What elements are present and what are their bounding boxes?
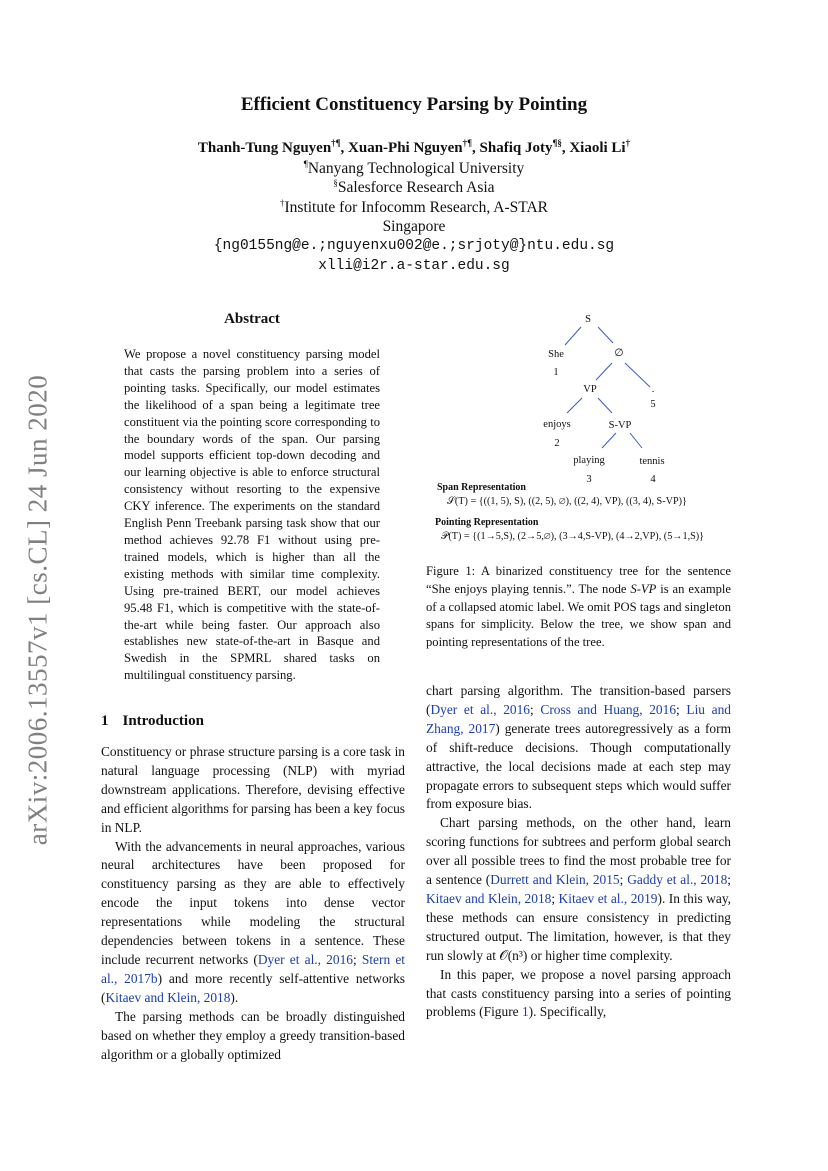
leaf-period: .: [651, 384, 655, 395]
tree-edge: [567, 398, 582, 413]
paragraph-text: ;: [530, 701, 541, 717]
node-S: S: [585, 314, 591, 325]
node-S-VP: S-VP: [608, 420, 632, 431]
paragraph-text: ) generate trees autoregressively as a form of shift-reduce decisions. Though computationally attractive, the local decisions made at each step may propagate errors to subsequent steps which would suffer from exposure bias.: [426, 720, 731, 812]
author-mark: †¶: [462, 138, 473, 148]
leaf-index: 4: [650, 474, 656, 485]
paragraph-text: ;: [727, 872, 731, 888]
constituency-tree-figure: [430, 305, 740, 490]
repr-value: 𝒮(T) = {((1, 5), S), ((2, 5), ∅), ((2, 4), VP), ((3, 4), S-VP)}: [447, 496, 687, 507]
affiliation-text: Institute for Infocomm Research, A-STAR: [284, 199, 548, 217]
repr-label: Span Representation: [437, 482, 526, 493]
node-empty: ∅: [614, 348, 624, 359]
paragraph-text: ). In this way, these methods can ensure consistency in predicting structured output. The limitation, however, is that they run slowly at: [426, 890, 732, 963]
right-column: [426, 682, 731, 1022]
paragraph-text: or higher time complexity.: [527, 947, 673, 963]
citation-link[interactable]: Stern et al., 2017b: [101, 951, 405, 986]
citation-link[interactable]: Dyer et al., 2016: [257, 951, 353, 967]
tree-edge: [625, 363, 650, 387]
citation-link[interactable]: Kitaev et al., 2019: [558, 890, 658, 906]
citation-link[interactable]: Kitaev and Klein, 2018: [105, 989, 231, 1005]
caption-text: is an example of a collapsed atomic label. We omit POS tags and singleton spans for simplicity. Below the tree, we show span and pointing representations of the tree.: [426, 581, 731, 650]
author-name: Shafiq Joty: [479, 140, 553, 156]
paragraph-text: ;: [551, 890, 559, 906]
leaf-tennis: tennis: [639, 456, 665, 467]
section-number: 1: [101, 713, 109, 729]
span-representation-label: [437, 482, 526, 493]
repr-label: Pointing Representation: [435, 517, 539, 528]
repr-value: 𝒫(T) = {(1→5,S), (2→5,∅), (3→4,S-VP), (4→2,VP), (5→1,S)}: [441, 531, 705, 542]
pointing-representation-label: [435, 517, 538, 528]
caption-emphasis: S-VP: [630, 581, 657, 596]
figure-caption: [426, 563, 731, 652]
affiliation-text: Salesforce Research Asia: [337, 179, 495, 197]
paper-title: Efficient Constituency Parsing by Pointing: [240, 94, 588, 115]
paragraph: The parsing methods can be broadly distinguished based on whether they employ a greedy transition-based algorithm or a globally optimized: [101, 1008, 405, 1062]
leaf-playing: playing: [573, 455, 605, 466]
pointing-representation: [437, 531, 704, 543]
author-mark: ¶§: [552, 138, 562, 148]
caption-text: Figure 1: A binarized constituency tree for the sentence “She enjoys playing tennis.”. The node: [426, 564, 731, 596]
abstract-heading: Abstract: [224, 311, 280, 327]
arxiv-stamp: [20, 370, 56, 850]
author-name: Xuan-Phi Nguyen: [348, 140, 463, 156]
left-column: [101, 743, 405, 1064]
affiliation-mark: †: [280, 198, 285, 208]
paragraph: [426, 814, 731, 965]
leaf-index: 5: [650, 399, 656, 410]
paragraph: [426, 682, 731, 814]
author-list: Thanh-Tung Nguyen†¶, Xuan-Phi Nguyen†¶, Shafiq Joty¶§, Xiaoli Li†: [197, 138, 631, 156]
span-representation: [443, 496, 687, 508]
tree-edge: [565, 327, 581, 345]
affiliation: [0, 218, 828, 236]
citation-link[interactable]: Durrett and Klein, 2015: [490, 872, 620, 888]
leaf-enjoys: enjoys: [543, 419, 571, 430]
section-title: Introduction: [122, 713, 204, 729]
citation-link[interactable]: Liu and Zhang, 2017: [426, 701, 731, 736]
affiliation-text: Singapore: [382, 218, 446, 235]
arxiv-stamp-text: arXiv:2006.13557v1 [cs.CL] 24 Jun 2020: [22, 374, 53, 846]
paragraph-text: ).: [230, 989, 239, 1005]
leaf-index: 1: [553, 367, 559, 378]
citation-link[interactable]: Dyer et al., 2016: [430, 701, 531, 717]
paragraph-text: chart parsing algorithm. The transition-based parsers (: [426, 683, 731, 717]
figure-ref-link[interactable]: 1: [521, 1004, 529, 1020]
author-mark: †: [625, 138, 631, 148]
node-VP: VP: [583, 384, 597, 395]
citation-link[interactable]: Gaddy et al., 2018: [627, 872, 728, 888]
email-line: {ng0155ng@e.;nguyenxu002@e.;srjoty@}ntu.edu.sg: [213, 238, 615, 254]
paragraph-text: In this paper, we propose a novel parsing approach that casts constituency parsing into a series of pointing problems (Figure: [426, 966, 731, 1020]
author-name: Thanh-Tung Nguyen: [197, 140, 332, 156]
leaf-she: She: [548, 349, 564, 360]
abstract-body: We propose a novel constituency parsing model that casts the parsing problem into a series of pointing tasks. Specifically, our model estimates the likelihood of a span being a legitimate tree constituent via the pointing score corresponding to the boundary words of the span. Our parsing model supports efficient top-down decoding and our learning objective is able to enforce structural consistency without resorting to the expensive CKY inference. The experiments on the standard English Penn Treebank parsing task show that our method achieves 92.78 F1 without using pre-trained models, which is higher than all the existing methods with similar time complexity. Using pre-trained BERT, our model achieves 95.48 F1, which is competitive with the state-of-the-art while being faster. Our approach also establishes new state-of-the-art in Basque and Swedish in the SPMRL shared tasks on multilingual constituency parsing.: [124, 347, 380, 683]
paragraph-text: ;: [619, 872, 628, 888]
affiliation: [0, 178, 828, 197]
citation-link[interactable]: Kitaev and Klein, 2018: [426, 890, 552, 906]
paragraph-text: With the advancements in neural approaches, various neural architectures have been proposed for constituency parsing as they are able to effectively encode the input tokens into dense vector representations while modeling the structural dependencies between tokens in a sentence. These include recurrent networks (: [101, 838, 405, 967]
paragraph-text: ;: [352, 951, 362, 967]
affiliation-mark: ¶: [303, 159, 308, 169]
affiliation-mark: §: [333, 178, 338, 188]
paragraph-text: Chart parsing methods, on the other hand, learn scoring functions for subtrees and perform global search over all possible trees to find the most probable tree for a sentence (: [426, 815, 731, 888]
tree-edge: [598, 327, 613, 343]
paragraph: [426, 966, 731, 1023]
paragraph-text: ;: [676, 701, 687, 717]
paragraph-text: ) and more recently self-attentive networks (: [101, 970, 406, 1005]
author-name: Xiaoli Li: [569, 140, 626, 156]
leaf-index: 3: [586, 474, 592, 485]
tree-edge: [602, 433, 616, 448]
paragraph: [101, 838, 405, 1008]
affiliation-text: Nanyang Technological University: [307, 160, 525, 178]
section-heading: [101, 713, 204, 730]
paragraph-text: ). Specifically,: [528, 1004, 607, 1020]
paragraph: Constituency or phrase structure parsing is a core task in natural language processing (NLP) with myriad downstream applications. Therefore, devising effective and efficient algorithms for parsing has been a key focus in NLP.: [101, 744, 405, 835]
citation-link[interactable]: Cross and Huang, 2016: [540, 701, 677, 717]
math-expression: 𝒪(n³): [499, 947, 528, 963]
tree-edge: [630, 433, 642, 448]
email-line: xlli@i2r.a-star.edu.sg: [318, 258, 510, 274]
affiliation: [0, 198, 828, 217]
tree-edges: [565, 327, 650, 448]
leaf-index: 2: [554, 438, 560, 449]
tree-edge: [598, 398, 612, 413]
tree-edge: [596, 363, 612, 380]
affiliation: [0, 159, 828, 178]
author-mark: †¶: [331, 138, 341, 148]
